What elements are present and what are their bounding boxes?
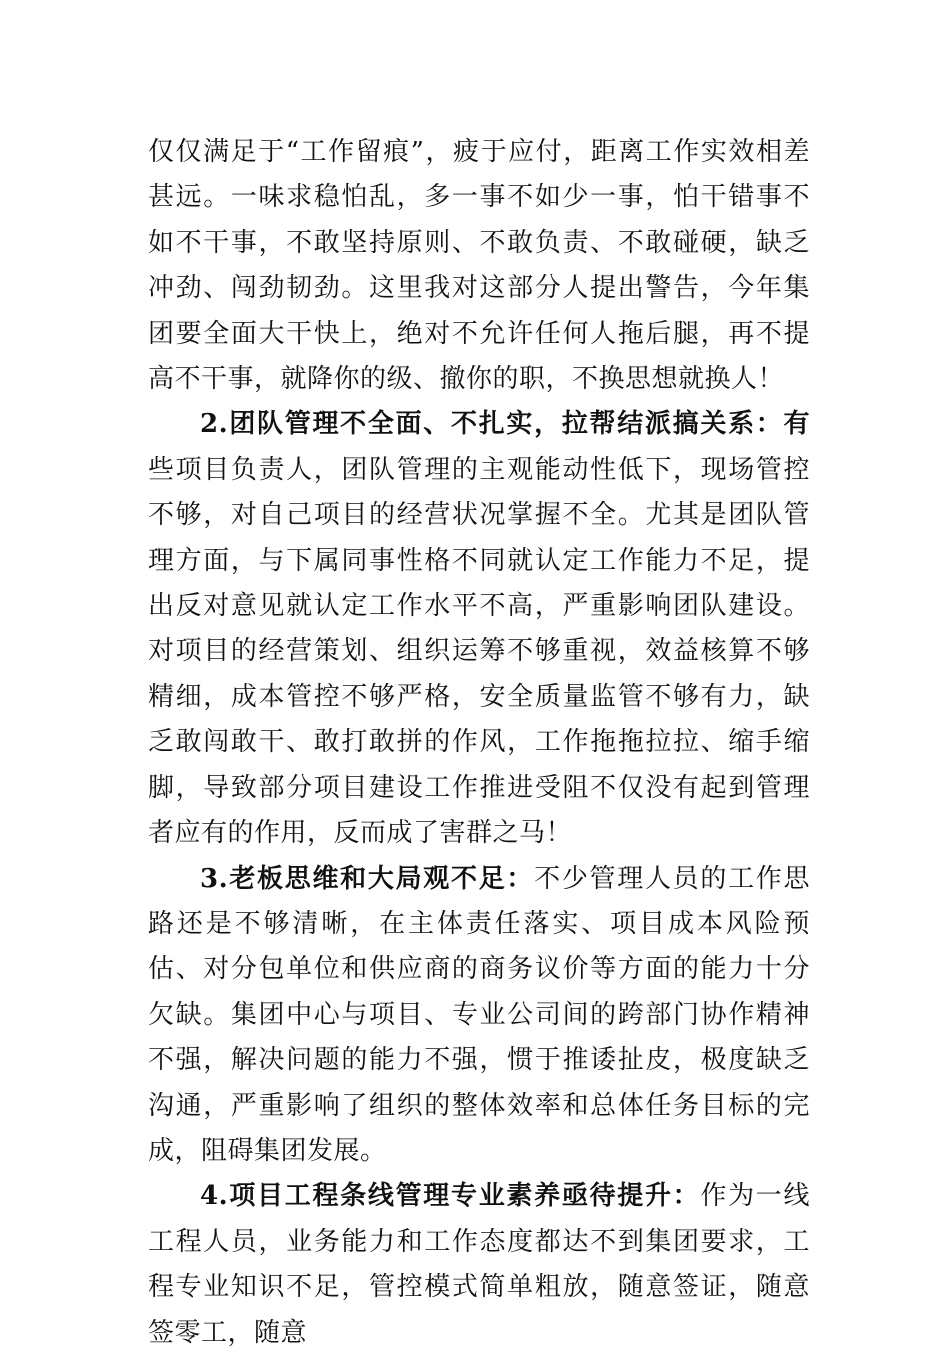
paragraph-2 [148, 402, 810, 856]
paragraph-1 [148, 130, 810, 402]
paragraph-2-heading: 2.团队管理不全面、不扎实，拉帮结派搞关系：有 [200, 409, 810, 440]
paragraph-3-text: 不少管理人员的工作思路还是不够清晰，在主体责任落实、项目成本风险预估、对分包单位和供应商的商务议价等方面的能力十分欠缺。集团中心与项目、专业公司间的跨部门协作精神不强，解决问题的能力不强，惯于推诿扯皮，极度缺乏沟通，严重影响了组织的整体效率和总体任务目标的完成，阻碍集团发展。 [148, 863, 810, 1166]
paragraph-1-text: 仅仅满足于“工作留痕”，疲于应付，距离工作实效相差甚远。一味求稳怕乱，多一事不如少一事，怕干错事不如不干事，不敢坚持原则、不敢负责、不敢碰硬，缺乏冲劲、闯劲韧劲。这里我对这部分人提出警告，今年集团要全面大干快上，绝对不允许任何人拖后腿，再不提高不干事，就降你的级、撤你的职，不换思想就换人！ [148, 137, 810, 395]
paragraph-3 [148, 857, 810, 1175]
paragraph-4-heading: 4.项目工程条线管理专业素养亟待提升： [200, 1181, 701, 1212]
document-page [148, 130, 810, 1356]
paragraph-2-text: 些项目负责人，团队管理的主观能动性低下，现场管控不够，对自己项目的经营状况掌握不全。尤其是团队管理方面，与下属同事性格不同就认定工作能力不足，提出反对意见就认定工作水平不高，严重影响团队建设。对项目的经营策划、组织运筹不够重视，效益核算不够精细，成本管控不够严格，安全质量监管不够有力，缺乏敢闯敢干、敢打敢拼的作风，工作拖拖拉拉、缩手缩脚，导致部分项目建设工作推进受阻不仅没有起到管理者应有的作用，反而成了害群之马！ [148, 454, 810, 849]
paragraph-4 [148, 1174, 810, 1356]
paragraph-4-text: 作为一线工程人员，业务能力和工作态度都达不到集团要求，工程专业知识不足，管控模式简单粗放，随意签证，随意签零工，随意 [148, 1181, 810, 1348]
paragraph-3-heading: 3.老板思维和大局观不足： [200, 863, 535, 894]
